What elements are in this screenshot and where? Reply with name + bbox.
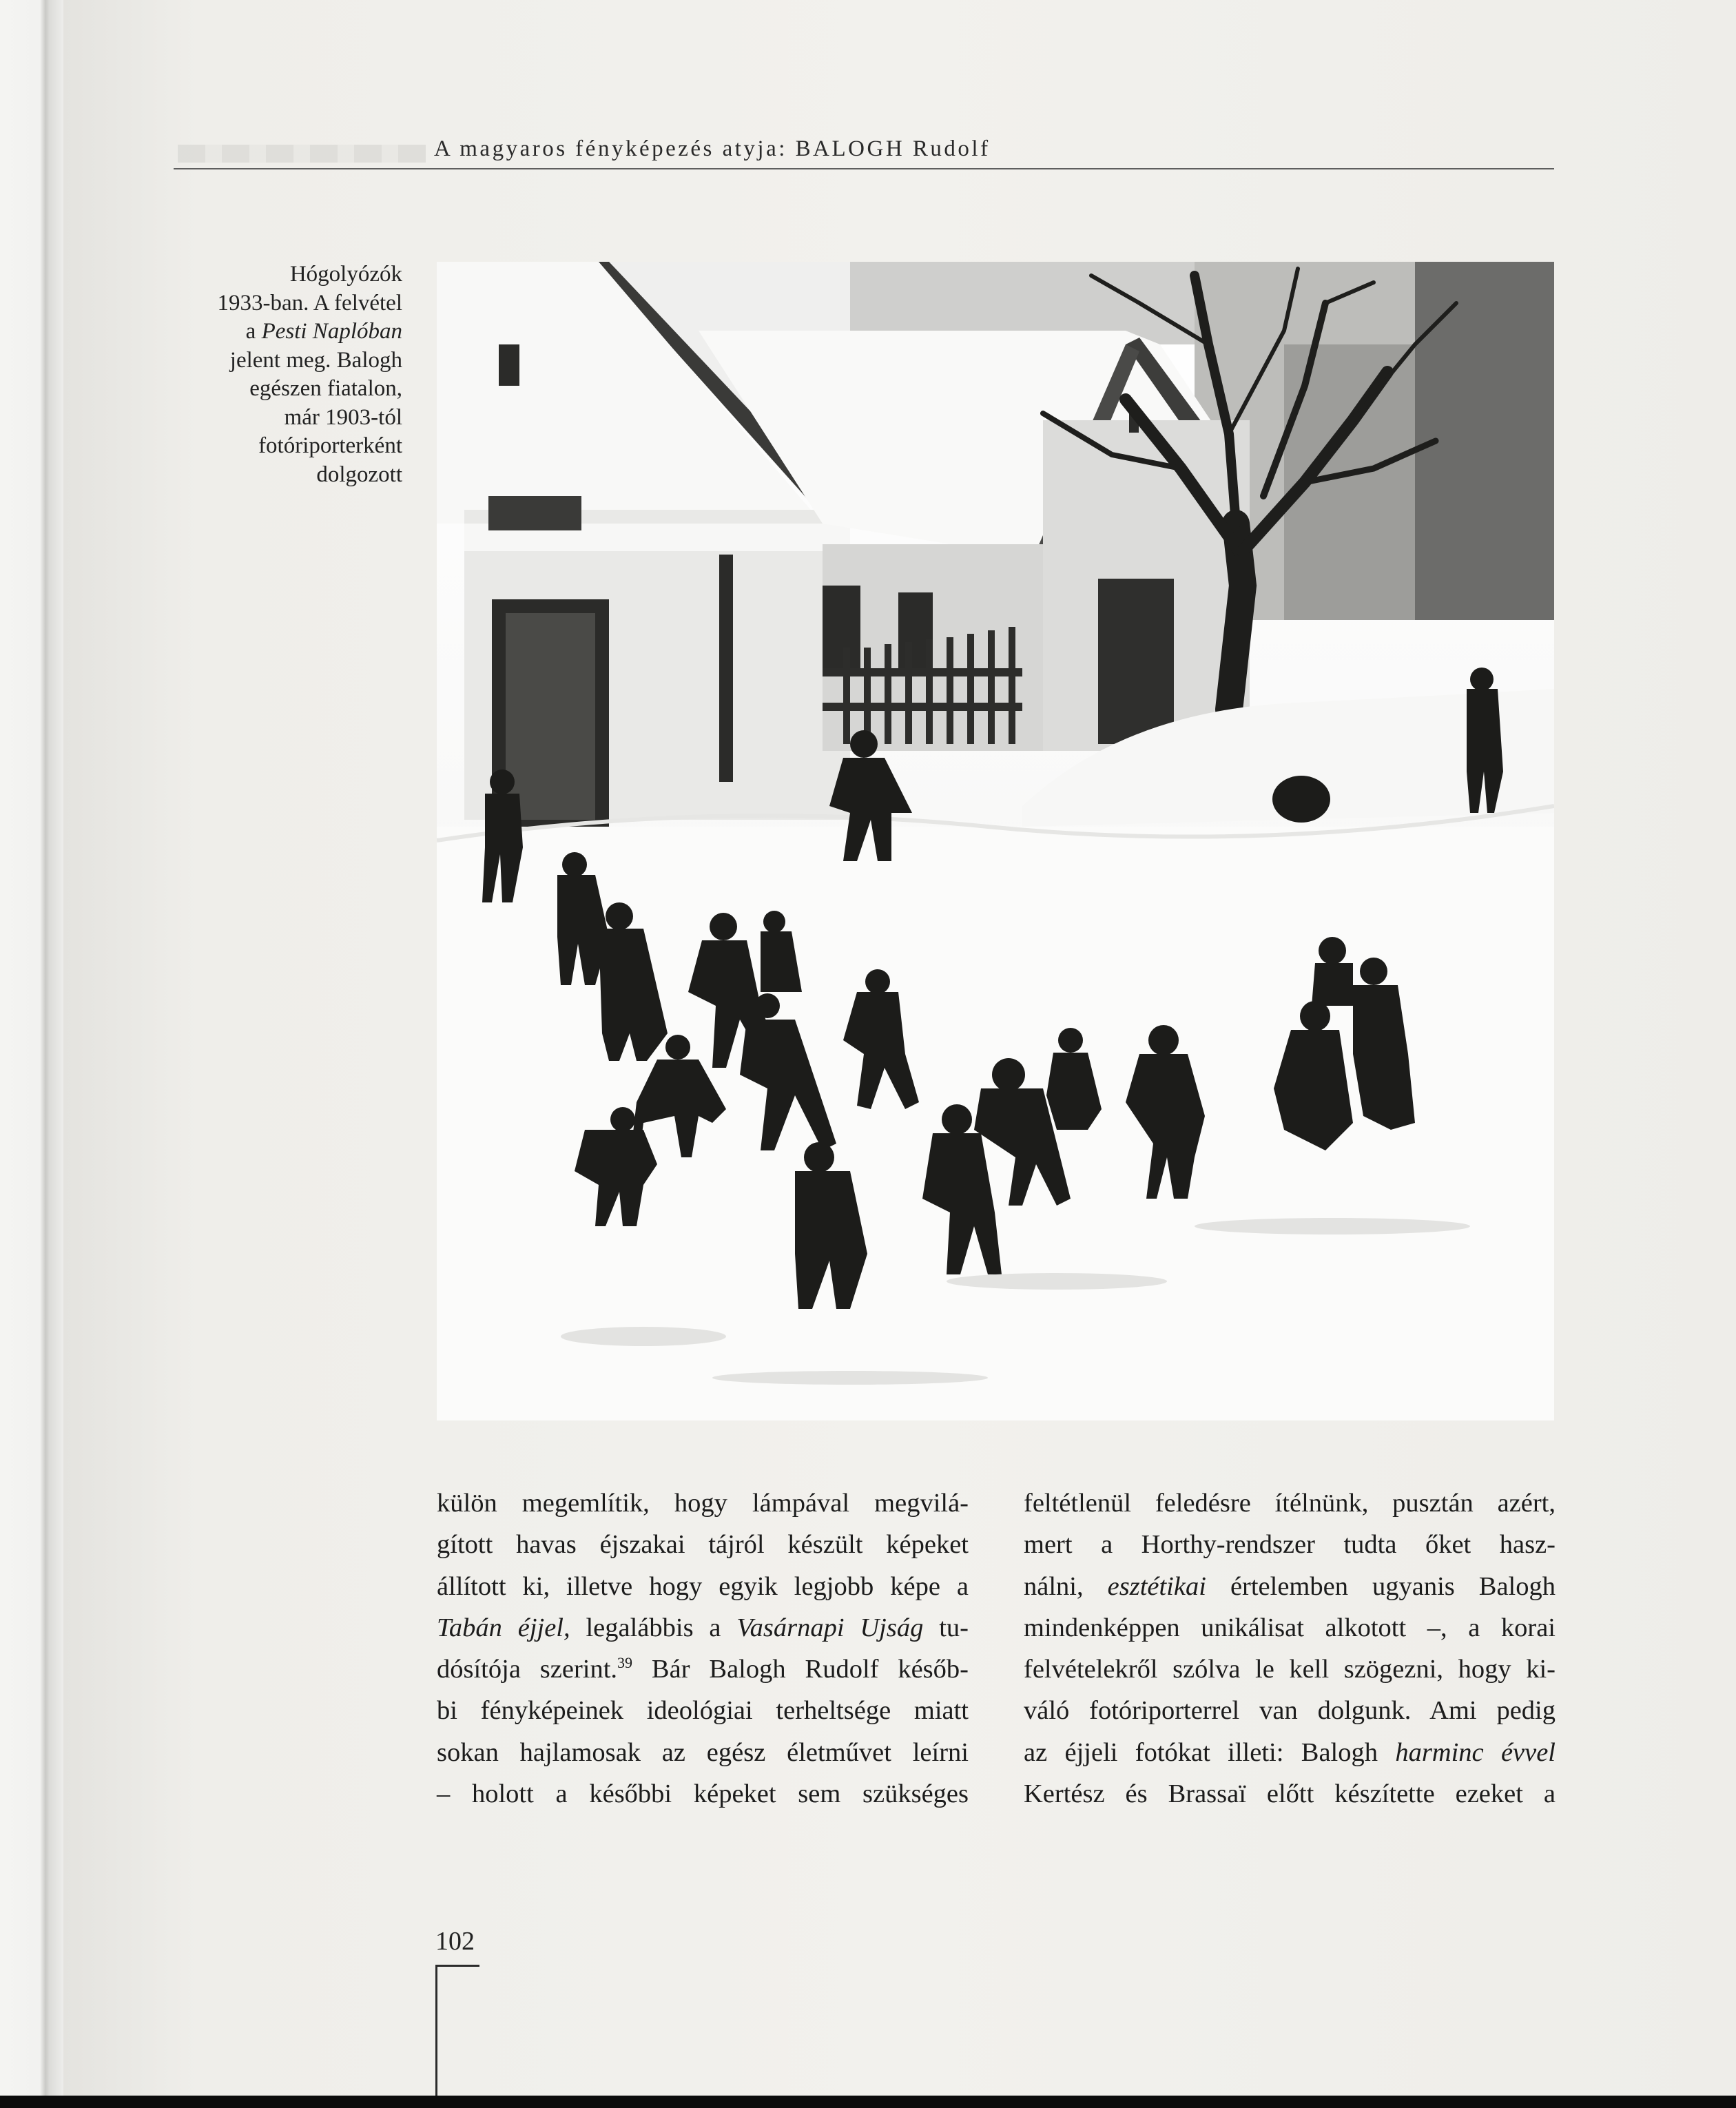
text-line [437,1607,969,1649]
caption-line: 1933-ban. A felvétel [217,290,402,316]
text-fragment: tu- [923,1613,969,1642]
text-fragment: legalábbis a [570,1613,737,1642]
corner-mark-horizontal [435,1965,479,1967]
caption-line: jelent meg. Balogh [229,347,402,373]
footnote-reference: 39 [617,1654,633,1672]
caption-line: már 1903-tól [284,404,402,430]
text-fragment: dósítója szerint. [437,1655,618,1684]
caption-line: fotóriporterként [258,433,402,458]
text-line [1024,1566,1556,1607]
text-line [437,1649,969,1690]
italic-phrase: harminc évvel [1395,1737,1556,1767]
italic-title: Vasárnapi Ujság [736,1613,924,1642]
text-line: sokan hajlamosak az egész életművet leírni [437,1737,969,1767]
header-decorative-strip [178,145,426,163]
text-line: mindenképpen unikálisat alkotott –, a korai [1024,1613,1556,1642]
caption-line: egészen fiatalon, [249,376,402,401]
header-rule [174,168,1554,169]
text-line: külön megemlítik, hogy lámpával megvilá- [437,1489,969,1518]
text-line: felvételekről szólva le kell szögezni, hogy ki- [1024,1655,1556,1684]
text-fragment: értelemben ugyanis Balogh [1206,1571,1556,1601]
body-text-right-column [1024,1482,1556,1815]
text-fragment: az éjjeli fotókat illeti: Balogh [1024,1737,1396,1767]
book-gutter [0,0,63,2108]
text-fragment: nálni, [1024,1571,1108,1601]
corner-mark-vertical [435,1965,437,2096]
text-line: – holott a későbbi képeket sem szükséges [437,1779,969,1809]
caption-italic-title: Pesti Naplóban [261,319,402,344]
text-line [1024,1732,1556,1773]
text-line: Kertész és Brassaï előtt készítette ezeket a [1024,1779,1556,1809]
photo-caption [164,260,402,489]
text-line: gított havas éjszakai tájról készült képeket [437,1530,969,1560]
caption-line [164,318,402,347]
text-line: bi fényképeinek ideológiai terheltsége miatt [437,1696,969,1726]
scan-bottom-edge [0,2096,1736,2108]
text-line: feltétlenül feledésre ítélnünk, pusztán azért, [1024,1489,1556,1518]
photo-illustration [437,262,1554,1420]
italic-word: esztétikai [1107,1571,1206,1601]
body-text-left-column [437,1482,969,1815]
text-line: állított ki, illetve hogy egyik legjobb képe a [437,1571,969,1601]
snowball-fight-photograph [437,262,1554,1420]
caption-text: a [245,319,262,344]
text-line: mert a Horthy-rendszer tudta őket hasz- [1024,1530,1556,1560]
running-head: A magyaros fényképezés atyja: BALOGH Rudolf [434,136,991,161]
page-number: 102 [435,1927,475,1956]
text-fragment: Bár Balogh Rudolf későb- [632,1655,969,1684]
italic-title: Tabán éjjel, [437,1613,570,1642]
caption-line: Hógolyózók [289,262,402,287]
caption-line: dolgozott [316,462,402,487]
text-line: váló fotóriporterrel van dolgunk. Ami pedig [1024,1696,1556,1726]
